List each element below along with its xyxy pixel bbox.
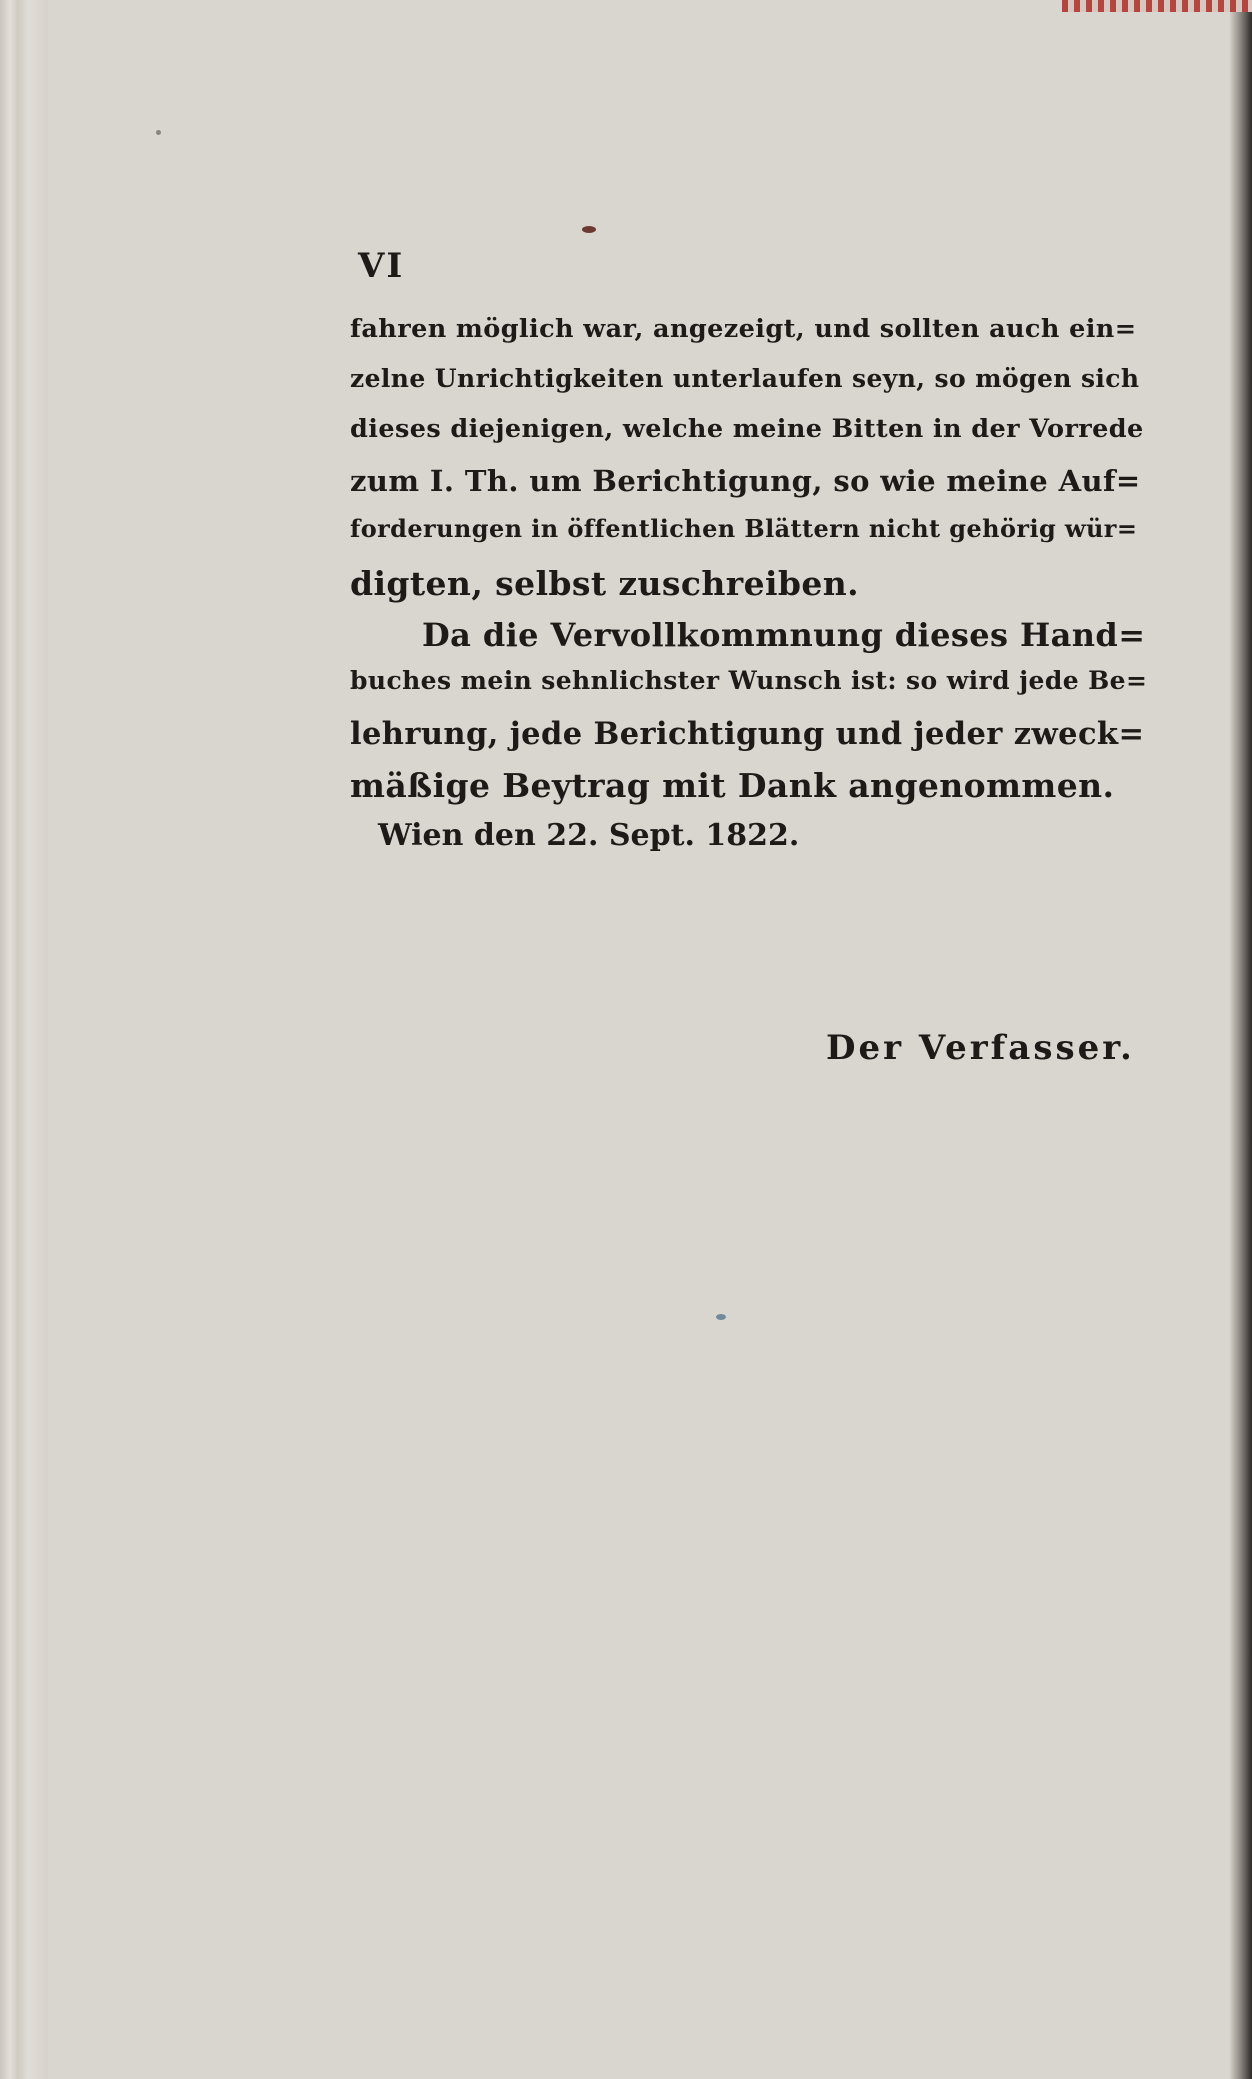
ink-speck [716,1314,726,1320]
text-line: buches mein sehnlichster Wunsch ist: so wird jede Be= [350,666,1148,695]
page-number: VI [358,246,405,286]
ink-speck [582,226,596,233]
page-edge [1230,0,1252,2079]
text-line: fahren möglich war, angezeigt, und sollten auch ein= [350,314,1137,344]
text-line: zum I. Th. um Berichtigung, so wie meine Auf= [350,464,1141,498]
date-line: Wien den 22. Sept. 1822. [378,818,800,853]
text-line: digten, selbst zuschreiben. [350,564,860,603]
signature: Der Verfasser. [826,1028,1135,1068]
text-line: mäßige Beytrag mit Dank angenommen. [350,766,1115,805]
page-gutter [0,0,48,2079]
text-line: dieses diejenigen, welche meine Bitten in der Vorrede [350,414,1144,444]
text-line: Da die Vervollkommnung dieses Hand= [422,616,1146,654]
text-line: forderungen in öffentlichen Blättern nicht gehörig wür= [350,514,1138,543]
bookmark-ribbon [1062,0,1252,12]
text-line: lehrung, jede Berichtigung und jeder zweck= [350,716,1145,752]
text-line: zelne Unrichtigkeiten unterlaufen seyn, so mögen sich [350,364,1140,393]
paper-speck [156,130,161,135]
